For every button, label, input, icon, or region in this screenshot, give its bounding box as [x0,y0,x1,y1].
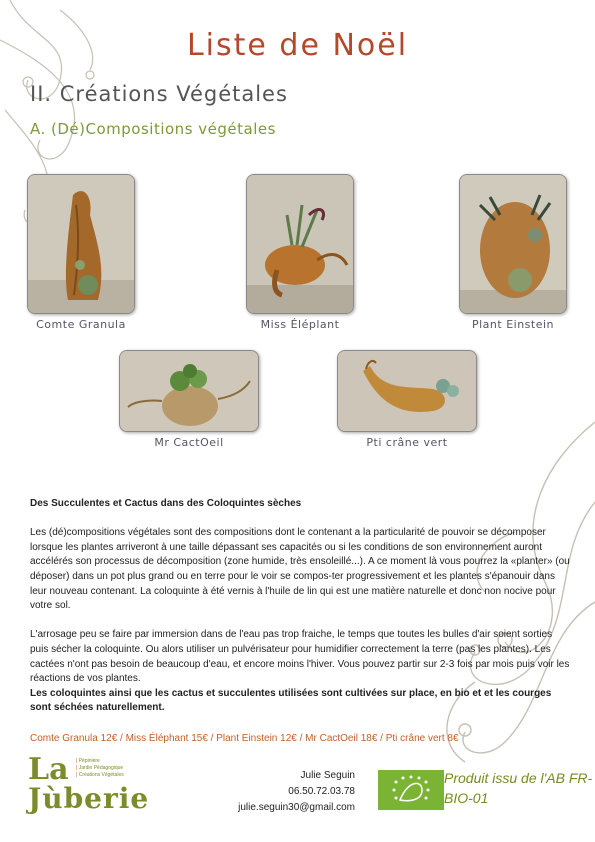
page-title: Liste de Noël [186,28,409,63]
subsection-title: A. (Dé)Compositions végétales [30,120,276,138]
product-caption: Miss Éléplant [260,318,340,331]
logo-tag-2: Jardin Pédagogique [78,765,124,771]
description-paragraph-3: Les coloquintes ainsi que les cactus et succulentes utilisées sont cultivées sur place, en bio et et les courges sont séchées naturellement. [30,687,552,714]
product-photo [27,174,135,314]
logo-tag-3: Créations Végétales [78,772,124,778]
product-card-miss-eleplant [246,174,354,331]
section-title: II. Créations Végétales [30,82,288,106]
product-caption: Plant Einstein [471,318,555,331]
logo-word-juberie: Jùberie [28,782,150,815]
logo-word-la: La [28,752,69,787]
product-photo [119,350,259,432]
eu-organic-leaf-icon [378,770,444,810]
product-caption: Pti crâne vert [366,436,448,449]
description-paragraph-2: L'arrosage peu se faire par immersion dans de l'eau pas trop fraiche, le temps que toutes les bulles d'air soient sorties puis sécher la coloquinte. Ou alors utiliser un pulvérisateur pour humidifier correctement la terre (pas les plantes). Les cactées n'ont pas besoin de beaucoup d'eau, et encore moins l'hiver. Vous pouvez partir sur 2-3 fois par mois puis voir les réactions de vos plantes. [30,629,570,685]
contact-phone: 06.50.72.03.78 [288,786,355,797]
product-card-comte-granula [27,174,135,331]
product-card-mr-cactoeil [119,350,259,449]
product-caption: Mr CactOeil [154,436,224,449]
product-photo [337,350,477,432]
price-list: Comte Granula 12€ / Miss Éléphant 15€ / Plant Einstein 12€ / Mr CactOeil 18€ / Pti crâne vert 8€ [30,733,459,744]
organic-label-text: Produit issu de l'AB FR-BIO-01 [444,770,593,806]
product-photo [459,174,567,314]
description-paragraph-1: Les (dé)compositions végétales sont des compositions dont le contenant a la particularité de pouvoir se décomposer lorsque les plantes arriveront à une taille dépassant ses capacités ou si les conditions de son environnement auront accélérés son processus de décomposition (zone humide, très ensoleillé...). A ce moment là vous pourrez la «planter» (ou déposer) dans un pot plus grand ou en terre pour le voir se compos-ter progressivement et les plantes s'épanouir dans leur nouveau contenant. La coloquinte à été vernis à l'huile de lin qui est une matière naturelle et donc non nocive pour votre sol. [30,527,570,612]
product-card-plant-einstein [459,174,567,331]
product-card-pti-crane-vert [337,350,477,449]
contact-email[interactable]: julie.seguin30@gmail.com [238,802,355,813]
logo-tag-1: Pépinière [78,758,100,764]
product-caption: Comte Granula [36,318,126,331]
contact-block [215,768,355,816]
la-juberie-logo [28,752,148,818]
description-heading: Des Succulentes et Cactus dans des Coloquintes sèches [30,498,302,509]
logo-tagline: | Pépinière | Jardin Pédagogique | Créations Végétales [76,758,124,778]
description-block [30,497,570,731]
product-photo [246,174,354,314]
contact-name: Julie Seguin [300,770,355,781]
